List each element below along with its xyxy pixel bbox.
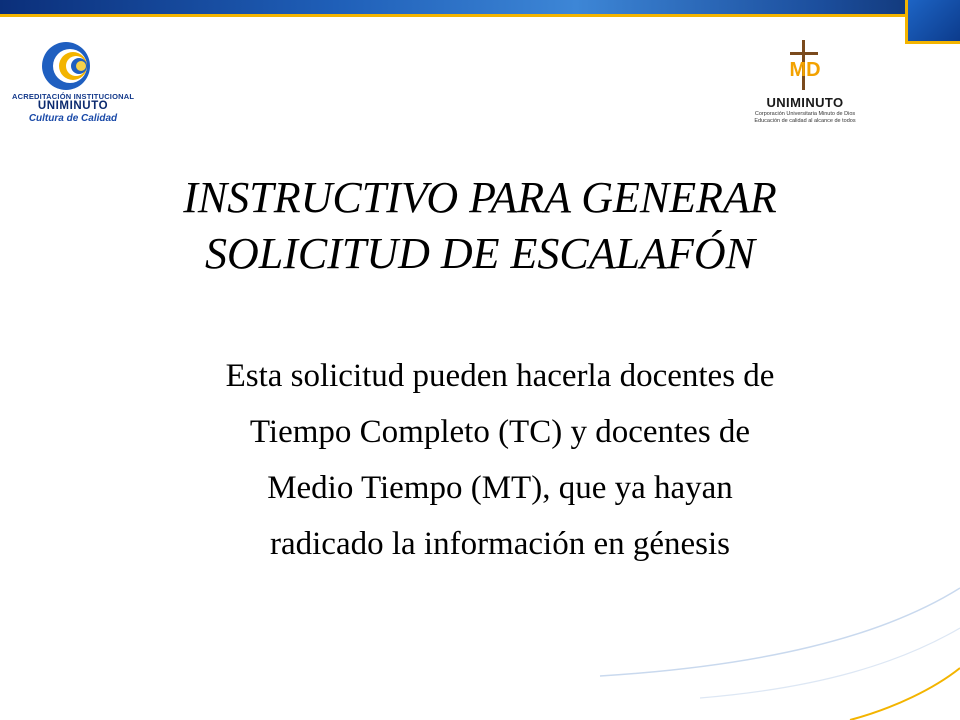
- quality-seal-icon: [32, 38, 112, 94]
- acreditacion-logo: [12, 38, 134, 124]
- top-right-corner-decoration: [905, 0, 960, 44]
- title-line-1: INSTRUCTIVO PARA GENERAR: [183, 173, 777, 222]
- logo-right-subtitle-2: Educación de calidad al alcance de todos: [754, 118, 856, 124]
- logo-right-subtitle-1: Corporación Universitaria Minuto de Dios: [754, 111, 856, 117]
- slide-title: [60, 170, 900, 282]
- logo-left-line-3: Cultura de Calidad: [28, 113, 118, 124]
- top-accent-line: [0, 14, 960, 17]
- title-line-2: SOLICITUD DE ESCALAFÓN: [204, 229, 756, 278]
- bottom-wave-decoration: [0, 548, 960, 720]
- body-line-3: Medio Tiempo (MT), que ya hayan: [267, 470, 733, 506]
- logo-left-line-2: UNIMINUTO: [37, 100, 109, 112]
- body-line-2: Tiempo Completo (TC) y docentes de: [249, 414, 751, 450]
- body-line-4: radicado la información en génesis: [270, 526, 730, 562]
- body-line-1: Esta solicitud pueden hacerla docentes de: [225, 358, 775, 394]
- md-cross-icon: [780, 40, 830, 96]
- logo-right-name: UNIMINUTO: [766, 95, 844, 110]
- top-banner-stripe: [0, 0, 960, 14]
- slide-body: [100, 348, 900, 572]
- md-mark-text: MD: [789, 59, 821, 81]
- uniminuto-logo: [742, 40, 868, 124]
- logo-left-line-1: ACREDITACIÓN INSTITUCIONAL: [12, 92, 135, 101]
